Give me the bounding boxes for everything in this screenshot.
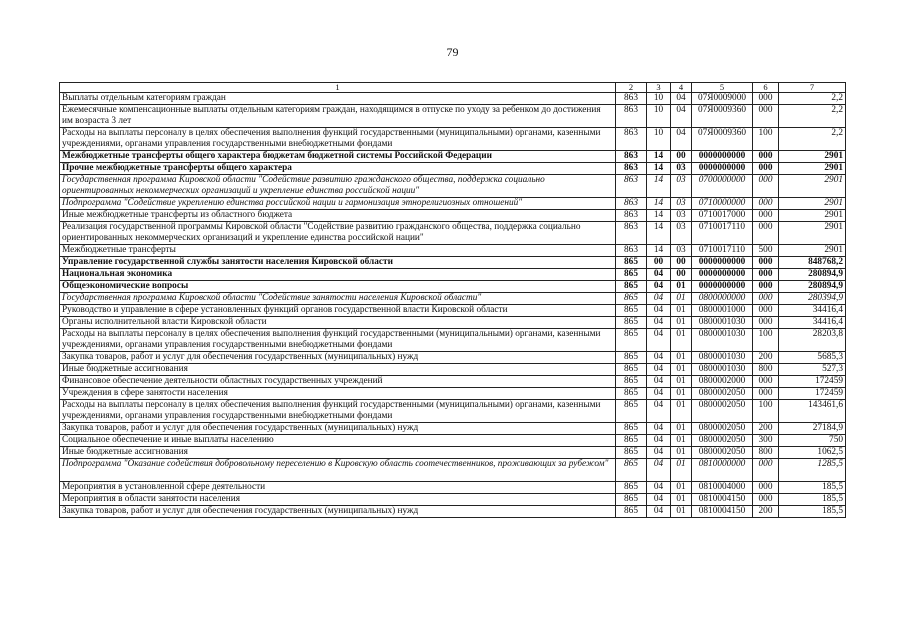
row-expense-type-cell: 100: [753, 329, 779, 352]
row-subsection-cell: 04: [671, 105, 692, 128]
row-section-cell: 04: [647, 281, 671, 293]
row-expense-type-cell: 000: [753, 222, 779, 245]
row-subsection-cell: 04: [671, 128, 692, 151]
row-admin-code-cell: 863: [616, 128, 647, 151]
row-name-cell: Расходы на выплаты персоналу в целях обеспечения выполнения функций государственными (муниципальными) органами, казенными учреждениями, органами управления государственными внебюджетными фондами: [60, 400, 616, 423]
row-target-code-cell: 0710017000: [692, 210, 753, 222]
row-name-cell: Закупка товаров, работ и услуг для обеспечения государственных (муниципальных) нужд: [60, 506, 616, 518]
table-row: [60, 245, 846, 257]
row-admin-code-cell: 865: [616, 269, 647, 281]
row-admin-code-cell: 863: [616, 210, 647, 222]
row-target-code-cell: 0810004150: [692, 506, 753, 518]
row-target-code-cell: 0000000000: [692, 269, 753, 281]
table-row: [60, 352, 846, 364]
row-name-cell: Иные бюджетные ассигнования: [60, 364, 616, 376]
row-subsection-cell: 03: [671, 175, 692, 198]
row-subsection-cell: 03: [671, 210, 692, 222]
row-subsection-cell: 00: [671, 151, 692, 163]
row-target-code-cell: 0710017110: [692, 222, 753, 245]
table-row: [60, 400, 846, 423]
row-expense-type-cell: 000: [753, 198, 779, 210]
row-expense-type-cell: 000: [753, 459, 779, 482]
row-subsection-cell: 01: [671, 506, 692, 518]
row-name-cell: Управление государственной службы занятости населения Кировской области: [60, 257, 616, 269]
row-target-code-cell: 0710000000: [692, 198, 753, 210]
row-target-code-cell: 0800002050: [692, 435, 753, 447]
row-admin-code-cell: 863: [616, 93, 647, 105]
column-header: 1: [60, 83, 616, 93]
row-section-cell: 04: [647, 459, 671, 482]
row-admin-code-cell: 865: [616, 388, 647, 400]
row-admin-code-cell: 865: [616, 423, 647, 435]
row-subsection-cell: 01: [671, 305, 692, 317]
row-amount-cell: 280394,9: [779, 293, 846, 305]
row-subsection-cell: 00: [671, 269, 692, 281]
row-section-cell: 14: [647, 245, 671, 257]
row-admin-code-cell: 865: [616, 293, 647, 305]
row-admin-code-cell: 863: [616, 175, 647, 198]
row-amount-cell: 172459: [779, 388, 846, 400]
row-amount-cell: 2901: [779, 151, 846, 163]
row-expense-type-cell: 000: [753, 388, 779, 400]
row-amount-cell: 527,3: [779, 364, 846, 376]
row-target-code-cell: 07Я0009000: [692, 93, 753, 105]
row-subsection-cell: 01: [671, 293, 692, 305]
table-row: [60, 435, 846, 447]
table-row: [60, 293, 846, 305]
row-expense-type-cell: 000: [753, 376, 779, 388]
row-admin-code-cell: 863: [616, 245, 647, 257]
row-expense-type-cell: 000: [753, 105, 779, 128]
row-subsection-cell: 01: [671, 423, 692, 435]
row-subsection-cell: 01: [671, 435, 692, 447]
row-target-code-cell: 07Я0009360: [692, 105, 753, 128]
row-name-cell: Прочие межбюджетные трансферты общего характера: [60, 163, 616, 175]
row-target-code-cell: 0000000000: [692, 281, 753, 293]
row-expense-type-cell: 000: [753, 293, 779, 305]
row-expense-type-cell: 000: [753, 151, 779, 163]
table-row: [60, 388, 846, 400]
column-header: 5: [692, 83, 753, 93]
row-section-cell: 04: [647, 423, 671, 435]
row-target-code-cell: 0800002050: [692, 447, 753, 459]
row-admin-code-cell: 865: [616, 364, 647, 376]
row-amount-cell: 185,5: [779, 482, 846, 494]
table-row: [60, 257, 846, 269]
row-subsection-cell: 01: [671, 352, 692, 364]
table-row: [60, 210, 846, 222]
row-name-cell: Межбюджетные трансферты: [60, 245, 616, 257]
row-expense-type-cell: 500: [753, 245, 779, 257]
row-name-cell: Государственная программа Кировской области "Содействие занятости населения Кировской области": [60, 293, 616, 305]
row-amount-cell: 34416,4: [779, 305, 846, 317]
row-section-cell: 14: [647, 198, 671, 210]
row-admin-code-cell: 865: [616, 482, 647, 494]
row-amount-cell: 2,2: [779, 128, 846, 151]
row-target-code-cell: 0800001030: [692, 364, 753, 376]
row-target-code-cell: 07Я0009360: [692, 128, 753, 151]
row-expense-type-cell: 000: [753, 163, 779, 175]
row-section-cell: 14: [647, 222, 671, 245]
row-name-cell: Финансовое обеспечение деятельности областных государственных учреждений: [60, 376, 616, 388]
row-name-cell: Иные межбюджетные трансферты из областного бюджета: [60, 210, 616, 222]
row-admin-code-cell: 865: [616, 435, 647, 447]
row-expense-type-cell: 000: [753, 93, 779, 105]
column-header: 4: [671, 83, 692, 93]
row-name-cell: Учреждения в сфере занятости населения: [60, 388, 616, 400]
row-subsection-cell: 03: [671, 198, 692, 210]
table-row: [60, 423, 846, 435]
row-subsection-cell: 01: [671, 400, 692, 423]
table-row: [60, 105, 846, 128]
row-amount-cell: 185,5: [779, 494, 846, 506]
row-expense-type-cell: 000: [753, 175, 779, 198]
row-section-cell: 04: [647, 388, 671, 400]
row-section-cell: 14: [647, 210, 671, 222]
table-row: [60, 364, 846, 376]
row-name-cell: Закупка товаров, работ и услуг для обеспечения государственных (муниципальных) нужд: [60, 352, 616, 364]
row-subsection-cell: 01: [671, 494, 692, 506]
table-row: [60, 494, 846, 506]
page-number: 79: [446, 45, 459, 59]
table-row: [60, 163, 846, 175]
row-amount-cell: 2901: [779, 210, 846, 222]
row-expense-type-cell: 000: [753, 317, 779, 329]
row-section-cell: 04: [647, 317, 671, 329]
row-name-cell: Реализация государственной программы Кировской области "Содействие развитию гражданского общества, поддержка социально ориентированных некоммерческих организаций и укрепление единства российской нации": [60, 222, 616, 245]
row-section-cell: 04: [647, 293, 671, 305]
row-admin-code-cell: 865: [616, 329, 647, 352]
row-section-cell: 04: [647, 400, 671, 423]
table-row: [60, 459, 846, 482]
row-target-code-cell: 0810000000: [692, 459, 753, 482]
row-subsection-cell: 03: [671, 163, 692, 175]
row-name-cell: Расходы на выплаты персоналу в целях обеспечения выполнения функций государственными (муниципальными) органами, казенными учреждениями, органами управления государственными внебюджетными фондами: [60, 128, 616, 151]
row-amount-cell: 34416,4: [779, 317, 846, 329]
row-amount-cell: 848768,2: [779, 257, 846, 269]
table-row: [60, 269, 846, 281]
row-subsection-cell: 01: [671, 459, 692, 482]
row-subsection-cell: 01: [671, 281, 692, 293]
column-header: 6: [753, 83, 779, 93]
row-section-cell: 04: [647, 364, 671, 376]
row-expense-type-cell: 200: [753, 423, 779, 435]
row-name-cell: Выплаты отдельным категориям граждан: [60, 93, 616, 105]
table-row: [60, 329, 846, 352]
row-section-cell: 04: [647, 352, 671, 364]
row-amount-cell: 28203,8: [779, 329, 846, 352]
row-section-cell: 10: [647, 128, 671, 151]
row-amount-cell: 172459: [779, 376, 846, 388]
row-amount-cell: 750: [779, 435, 846, 447]
row-name-cell: Подпрограмма "Содействие укреплению единства российской нации и гармонизация этнорелигиозных отношений": [60, 198, 616, 210]
row-subsection-cell: 01: [671, 317, 692, 329]
row-expense-type-cell: 000: [753, 257, 779, 269]
row-name-cell: Межбюджетные трансферты общего характера бюджетам бюджетной системы Российской Федерации: [60, 151, 616, 163]
row-admin-code-cell: 865: [616, 281, 647, 293]
column-header: 7: [779, 83, 846, 93]
row-name-cell: Социальное обеспечение и иные выплаты населению: [60, 435, 616, 447]
row-admin-code-cell: 865: [616, 459, 647, 482]
row-expense-type-cell: 000: [753, 269, 779, 281]
row-amount-cell: 1285,5: [779, 459, 846, 482]
row-expense-type-cell: 000: [753, 305, 779, 317]
row-target-code-cell: 0800001030: [692, 317, 753, 329]
row-admin-code-cell: 863: [616, 163, 647, 175]
table-body: [60, 93, 846, 518]
table-header-row: [60, 83, 846, 93]
row-expense-type-cell: 100: [753, 400, 779, 423]
row-amount-cell: 2,2: [779, 93, 846, 105]
row-subsection-cell: 04: [671, 93, 692, 105]
row-section-cell: 04: [647, 494, 671, 506]
row-amount-cell: 143461,6: [779, 400, 846, 423]
row-name-cell: Руководство и управление в сфере установленных функций органов государственной власти Кировской области: [60, 305, 616, 317]
row-amount-cell: 2,2: [779, 105, 846, 128]
row-admin-code-cell: 865: [616, 257, 647, 269]
row-admin-code-cell: 865: [616, 352, 647, 364]
row-amount-cell: 2901: [779, 175, 846, 198]
row-section-cell: 10: [647, 105, 671, 128]
row-admin-code-cell: 865: [616, 447, 647, 459]
row-section-cell: 04: [647, 506, 671, 518]
row-subsection-cell: 01: [671, 364, 692, 376]
row-amount-cell: 2901: [779, 163, 846, 175]
row-amount-cell: 1062,5: [779, 447, 846, 459]
row-name-cell: Общеэкономические вопросы: [60, 281, 616, 293]
row-target-code-cell: 0000000000: [692, 257, 753, 269]
row-section-cell: 10: [647, 93, 671, 105]
row-admin-code-cell: 865: [616, 317, 647, 329]
row-expense-type-cell: 800: [753, 447, 779, 459]
row-section-cell: 14: [647, 151, 671, 163]
row-name-cell: Мероприятия в установленной сфере деятельности: [60, 482, 616, 494]
row-target-code-cell: 0000000000: [692, 151, 753, 163]
row-name-cell: Национальная экономика: [60, 269, 616, 281]
row-subsection-cell: 03: [671, 222, 692, 245]
row-subsection-cell: 01: [671, 329, 692, 352]
row-target-code-cell: 0710017110: [692, 245, 753, 257]
table-row: [60, 222, 846, 245]
row-subsection-cell: 00: [671, 257, 692, 269]
row-amount-cell: 280894,9: [779, 281, 846, 293]
column-header: 3: [647, 83, 671, 93]
row-expense-type-cell: 800: [753, 364, 779, 376]
table-row: [60, 305, 846, 317]
row-subsection-cell: 01: [671, 388, 692, 400]
table-row: [60, 175, 846, 198]
row-name-cell: Расходы на выплаты персоналу в целях обеспечения выполнения функций государственными (муниципальными) органами, казенными учреждениями, органами управления государственными внебюджетными фондами: [60, 329, 616, 352]
row-target-code-cell: 0800002050: [692, 400, 753, 423]
budget-table: [59, 82, 846, 518]
row-target-code-cell: 0800000000: [692, 293, 753, 305]
row-admin-code-cell: 865: [616, 376, 647, 388]
row-amount-cell: 185,5: [779, 506, 846, 518]
table-row: [60, 376, 846, 388]
row-target-code-cell: 0800001030: [692, 352, 753, 364]
row-target-code-cell: 0700000000: [692, 175, 753, 198]
row-subsection-cell: 01: [671, 447, 692, 459]
row-section-cell: 04: [647, 482, 671, 494]
table-row: [60, 281, 846, 293]
row-expense-type-cell: 000: [753, 494, 779, 506]
row-section-cell: 04: [647, 269, 671, 281]
row-target-code-cell: 0800001030: [692, 329, 753, 352]
row-admin-code-cell: 863: [616, 151, 647, 163]
row-name-cell: Ежемесячные компенсационные выплаты отдельным категориям граждан, находящимся в отпуске по уходу за ребенком до достижения им возраста 3 лет: [60, 105, 616, 128]
table-row: [60, 447, 846, 459]
row-expense-type-cell: 000: [753, 482, 779, 494]
row-subsection-cell: 03: [671, 245, 692, 257]
row-name-cell: Государственная программа Кировской области "Содействие развитию гражданского общества, поддержка социально ориентированных некоммерческих организаций и укрепление единства российской нации": [60, 175, 616, 198]
table-row: [60, 317, 846, 329]
row-section-cell: 00: [647, 257, 671, 269]
row-subsection-cell: 01: [671, 482, 692, 494]
row-name-cell: Мероприятия в области занятости населения: [60, 494, 616, 506]
row-amount-cell: 27184,9: [779, 423, 846, 435]
table-row: [60, 506, 846, 518]
row-section-cell: 04: [647, 376, 671, 388]
row-name-cell: Закупка товаров, работ и услуг для обеспечения государственных (муниципальных) нужд: [60, 423, 616, 435]
row-amount-cell: 280894,9: [779, 269, 846, 281]
row-amount-cell: 2901: [779, 222, 846, 245]
row-section-cell: 04: [647, 447, 671, 459]
row-section-cell: 04: [647, 435, 671, 447]
row-section-cell: 14: [647, 163, 671, 175]
row-name-cell: Иные бюджетные ассигнования: [60, 447, 616, 459]
row-target-code-cell: 0810004000: [692, 482, 753, 494]
row-target-code-cell: 0800002050: [692, 388, 753, 400]
table-row: [60, 93, 846, 105]
row-name-cell: Органы исполнительной власти Кировской области: [60, 317, 616, 329]
row-subsection-cell: 01: [671, 376, 692, 388]
row-expense-type-cell: 000: [753, 210, 779, 222]
row-target-code-cell: 0800002050: [692, 423, 753, 435]
row-admin-code-cell: 863: [616, 222, 647, 245]
row-target-code-cell: 0800001000: [692, 305, 753, 317]
table-row: [60, 128, 846, 151]
row-admin-code-cell: 865: [616, 305, 647, 317]
row-expense-type-cell: 300: [753, 435, 779, 447]
row-admin-code-cell: 865: [616, 494, 647, 506]
row-name-cell: Подпрограмма "Оказание содействия добровольному переселению в Кировскую область соотечественников, проживающих за рубежом": [60, 459, 616, 482]
row-expense-type-cell: 200: [753, 506, 779, 518]
row-target-code-cell: 0000000000: [692, 163, 753, 175]
row-admin-code-cell: 865: [616, 506, 647, 518]
row-section-cell: 14: [647, 175, 671, 198]
row-admin-code-cell: 863: [616, 198, 647, 210]
row-expense-type-cell: 100: [753, 128, 779, 151]
row-admin-code-cell: 865: [616, 400, 647, 423]
row-section-cell: 04: [647, 329, 671, 352]
table-row: [60, 198, 846, 210]
row-target-code-cell: 0810004150: [692, 494, 753, 506]
row-expense-type-cell: 000: [753, 281, 779, 293]
column-header: 2: [616, 83, 647, 93]
row-target-code-cell: 0800002000: [692, 376, 753, 388]
table-row: [60, 151, 846, 163]
table-row: [60, 482, 846, 494]
row-section-cell: 04: [647, 305, 671, 317]
row-amount-cell: 2901: [779, 198, 846, 210]
row-amount-cell: 2901: [779, 245, 846, 257]
row-amount-cell: 5685,3: [779, 352, 846, 364]
row-admin-code-cell: 863: [616, 105, 647, 128]
row-expense-type-cell: 200: [753, 352, 779, 364]
